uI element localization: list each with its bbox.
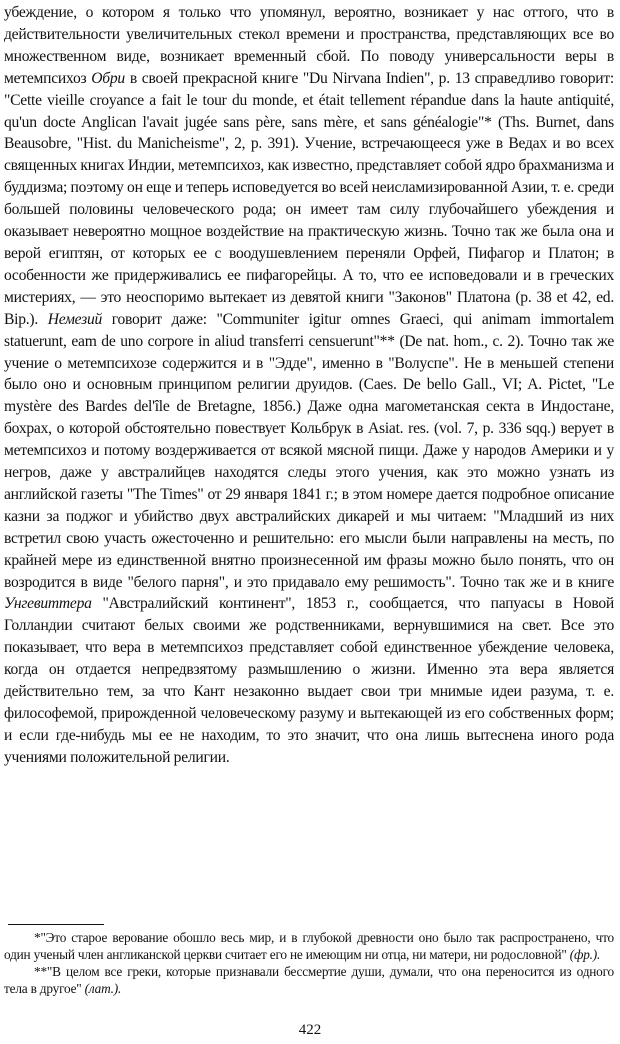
text-segment-3: говорит даже: "Communiter igitur omnes Graeci, qui animam immortalem statuerunt, eam de uno corpore in aliud transferri censuerunt"** (De nat. hom., c. 2). Точно так же учение о метемпсихозе содержится и в "Эдде", именно в "Волуспе". Не в меньшей степени было оно и основным принципом религии друидов. (Caes. De bello Gall., VI; A. Pictet, "Le mystère des Bardes del'île de Bretagne, 1856.) Даже одна магометанская секта в Индостане, бохрах, о которой обстоятельно повествует Кольбрук в Asiat. res. (vol. 7, p. 336 sqq.) верует в метемпсихоз и потому воздерживается от всякой мясной пищи. Даже у народов Америки и у негров, даже у австралийцев находятся следы этого учения, как это можно узнать из английской газеты "The Times" от 29 января 1841 г.; в этом номере дается подробное описание казни за поджог и убийство двух австралийских дикарей и мы читаем: "Младший из них встретил свою участь ожесточенно и решительно: его мысли были направлены на месть, по крайней мере из единственной внятно произнесенной им фразы можно было понять, что он возродится в виде "белого парня", и это придавало ему решимость". Точно так же и в книге: [4, 310, 615, 591]
footnotes: [4, 929, 614, 997]
footnote-separator: [8, 924, 104, 925]
footnote-2: [4, 963, 614, 997]
footnote-1-text: *"Это старое верование обошло весь мир, и в глубокой древности оно было так распространено, что один ученый член англиканской церкви считает его не имеющим ни отца, ни матери, ни родословной": [4, 930, 614, 962]
text-segment-2: в своей прекрасной книге "Du Nirvana Indien", p. 13 справедливо говорит: "Cette vieille croyance a fait le tour du monde, et était tellement répandue dans la haute antiquité, qu'un docte Anglican l'avait jugée sans père, sans mère, et sans généalogie"* (Ths. Burnet, dans Beausobre, "Hist. du Manicheisme", 2, p. 391). Учение, встречающееся уже в Ведах и во всех священных книгах Индии, метемпсихоз, как известно, представляет собой ядро брахманизма и буддизма; поэтому он еще и теперь исповедуется во всей неисламизированной Азии, т. е. среди большей половины человеческого рода; он имеет там силу глубочайшего убеждения и оказывает невероятно мощное воздействие на практическую жизнь. Точно так же была она и верой египтян, от которых ее с воодушевлением переняли Орфей, Пифагор и Платон; в особенности же придерживались ее пифагорейцы. А то, что ее исповедовали и в греческих мистериях, — это неоспоримо вытекает из девятой книги "Законов" Платона (p. 38 et 42, ed. Bip.).: [4, 69, 614, 328]
author-name-nemesius: Немезий: [47, 310, 103, 328]
author-name-obri: Обри: [91, 69, 125, 87]
footnote-1: [4, 929, 614, 963]
author-name-ungewitter: Унгевиттера: [4, 595, 92, 613]
page-number: 422: [298, 1022, 322, 1038]
footnote-2-text: **"В целом все греки, которые признавали бессмертие души, думали, что она переносится из одного тела в другое": [4, 964, 614, 996]
main-paragraph: [4, 2, 614, 769]
main-text: [4, 2, 614, 769]
footnote-2-language: (лат.).: [84, 981, 122, 996]
text-segment-4: "Австралийский континент", 1853 г., сообщается, что папуасы в Новой Голландии считают белых своими же родственниками, вернувшимися на свет. Все это показывает, что вера в метемпсихоз представляет собой единственное убеждение человека, когда он отдается непредвзятому размышлению о жизни. Именно эта вера является действительно тем, за что Кант незаконно выдает свои три мнимые идеи разума, т. е. философемой, прирожденной человеческому разуму и вытекающей из его собственных форм; и если где-нибудь мы ее не находим, то это значит, что она лишь вытеснена иного рода учениями положительной религии.: [4, 595, 614, 766]
footnote-1-language: (фр.).: [569, 947, 601, 962]
text-segment-1: убеждение, о котором я только что упомянул, вероятно, возникает у нас оттого, что в действительности увеличительных стекол времени и пространства, представляющих все во множественном виде, возникает временный сбой. По поводу универсальности веры в метемпсихоз: [4, 4, 614, 87]
